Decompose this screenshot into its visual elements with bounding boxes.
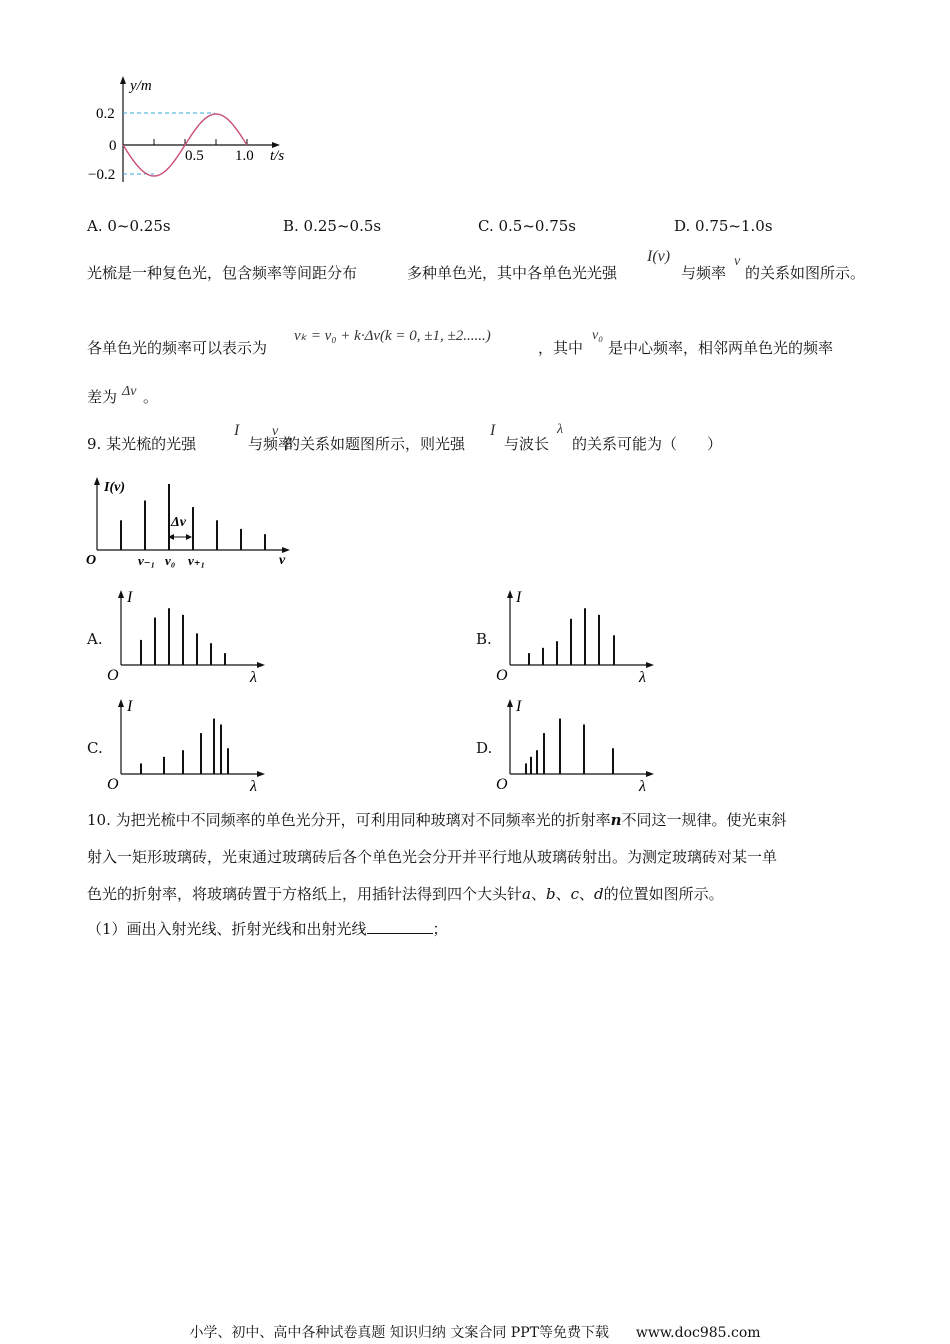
intro-formula: vₖ = v₀ + k·Δv(k = 0, ±1, ±2......) [294, 328, 491, 344]
q9-sym-I2: I [490, 422, 496, 439]
q9-option-a-label[interactable]: A. [87, 630, 103, 648]
q9-option-c-label[interactable]: C. [87, 739, 103, 757]
q10-line2: 射入一矩形玻璃砖，光束通过玻璃砖后各个单色光会分开并平行地从玻璃砖射出。为测定玻璃砖对某一单 [87, 848, 778, 866]
q9-option-b-graph[interactable] [489, 585, 669, 685]
q10-pin-c: c [570, 885, 580, 903]
q9-option-b-label[interactable]: B. [476, 630, 492, 648]
intro-line2-b: ，其中 [538, 339, 584, 357]
option-y-label: I [516, 698, 522, 715]
option-y-arrow [507, 699, 513, 707]
option-x-label: λ [639, 778, 646, 794]
intro-line2-a: 各单色光的频率可以表示为 [87, 339, 268, 357]
q10-pin-a: a [522, 885, 531, 903]
q9-stem-a: 9. 某光梳的光强 [87, 435, 197, 453]
comb-origin: O [86, 553, 97, 568]
intro-line3-a: 差为 [87, 388, 118, 406]
comb-y-arrow [94, 477, 100, 485]
q10-line1-a: 10. 为把光梳中不同频率的单色光分开，可利用同种玻璃对不同频率光的折射率 [87, 811, 611, 829]
q10-sub1-end: ； [432, 920, 448, 938]
q10-sub1 [87, 919, 448, 939]
wave-y-arrow [120, 76, 126, 84]
q9-stem-d: 与波长 [504, 435, 550, 453]
q10-sep-2: 、 [555, 885, 571, 903]
option-x-arrow [257, 771, 265, 777]
option-x-label: λ [250, 778, 257, 794]
q10-line1 [87, 810, 787, 830]
wave-graph [80, 70, 310, 190]
intro-sym-Iv: I(v) [647, 248, 671, 265]
option-origin: O [496, 776, 508, 793]
option-y-label: I [127, 589, 133, 606]
footer-text: 小学、初中、高中各种试卷真题 知识归纳 文案合同 PPT等免费下载 [189, 1325, 609, 1341]
comb-delta-label: Δν [171, 515, 186, 530]
q8-option-d[interactable]: D. 0.75~1.0s [674, 217, 773, 235]
intro-line3-b: 。 [143, 388, 159, 406]
q8-option-c[interactable]: C. 0.5~0.75s [478, 217, 576, 235]
q10-sym-n: n [610, 811, 622, 829]
option-origin: O [107, 776, 119, 793]
intro-line1-a: 光梳是一种复色光，包含频率等间距分布 [87, 264, 358, 282]
comb-tick-p1: ν₊₁ [188, 553, 206, 568]
wave-tick-label-05: 0.5 [185, 148, 204, 164]
q9-sym-I: I [234, 422, 240, 439]
intro-line1-d: 的关系如图所示。 [745, 264, 866, 282]
intro-line1-b: 多种单色光，其中各单色光光强 [407, 264, 618, 282]
comb-tick-0: ν₀ [165, 553, 176, 568]
q10-sep-1: 、 [530, 885, 546, 903]
comb-y-label: I(ν) [104, 480, 125, 495]
intro-sym-v: v [734, 254, 741, 269]
q9-option-d-label[interactable]: D. [476, 739, 493, 757]
option-y-label: I [516, 589, 522, 606]
q10-sep-3: 、 [579, 885, 595, 903]
wave-tick-label-m02: −0.2 [88, 167, 116, 183]
q10-sub1-text: （1）画出入射光线、折射光线和出射光线 [87, 920, 367, 938]
q10-line3-b: 的位置如图所示。 [603, 885, 724, 903]
q10-pin-b: b [545, 885, 556, 903]
q9-stem-c: 的关系如题图所示，则光强 [285, 435, 466, 453]
q10-sub1-answer-blank[interactable] [367, 919, 433, 934]
intro-line1-c: 与频率 [681, 264, 727, 282]
q10-line3 [87, 884, 724, 904]
comb-delta-arrowhead-right [186, 534, 192, 540]
q8-option-b[interactable]: B. 0.25~0.5s [283, 217, 382, 235]
comb-x-label: ν [279, 553, 286, 568]
wave-t-label: t/s [270, 148, 285, 164]
q9-sym-v: v [272, 424, 279, 439]
intro-sym-dv: Δv [122, 384, 137, 399]
comb-graph [80, 475, 310, 575]
intro-sym-v0: v₀ [592, 328, 604, 343]
option-y-arrow [118, 590, 124, 598]
q9-stem-e: 的关系可能为（ ） [572, 435, 723, 453]
footer-site[interactable]: www.doc985.com [635, 1325, 761, 1341]
q9-stem-b: 与频率 [248, 435, 294, 453]
wave-tick-label-0: 0 [109, 138, 117, 154]
q9-option-a-graph[interactable] [100, 585, 280, 685]
wave-tick-label-p02: 0.2 [96, 106, 115, 122]
q10-line1-b: 不同这一规律。使光束斜 [621, 811, 787, 829]
option-x-label: λ [250, 669, 257, 685]
option-y-arrow [118, 699, 124, 707]
q8-option-a[interactable]: A. 0~0.25s [87, 217, 171, 235]
option-y-arrow [507, 590, 513, 598]
option-x-label: λ [639, 669, 646, 685]
option-origin: O [496, 667, 508, 684]
intro-line2-c: 是中心频率，相邻两单色光的频率 [608, 339, 834, 357]
q9-option-c-graph[interactable] [100, 694, 280, 794]
option-x-arrow [646, 662, 654, 668]
q10-line3-a: 色光的折射率，将玻璃砖置于方格纸上，用插针法得到四个大头针 [87, 885, 523, 903]
wave-tick-label-10: 1.0 [235, 148, 254, 164]
comb-tick-m1: ν₋₁ [138, 553, 156, 568]
option-origin: O [107, 667, 119, 684]
q9-option-d-graph[interactable] [489, 694, 669, 794]
option-y-label: I [127, 698, 133, 715]
option-x-arrow [257, 662, 265, 668]
option-x-arrow [646, 771, 654, 777]
page-footer [0, 1322, 950, 1342]
wave-y-label: y/m [130, 78, 152, 94]
q10-pin-d: d [594, 885, 604, 903]
q9-sym-lambda: λ [557, 422, 564, 437]
